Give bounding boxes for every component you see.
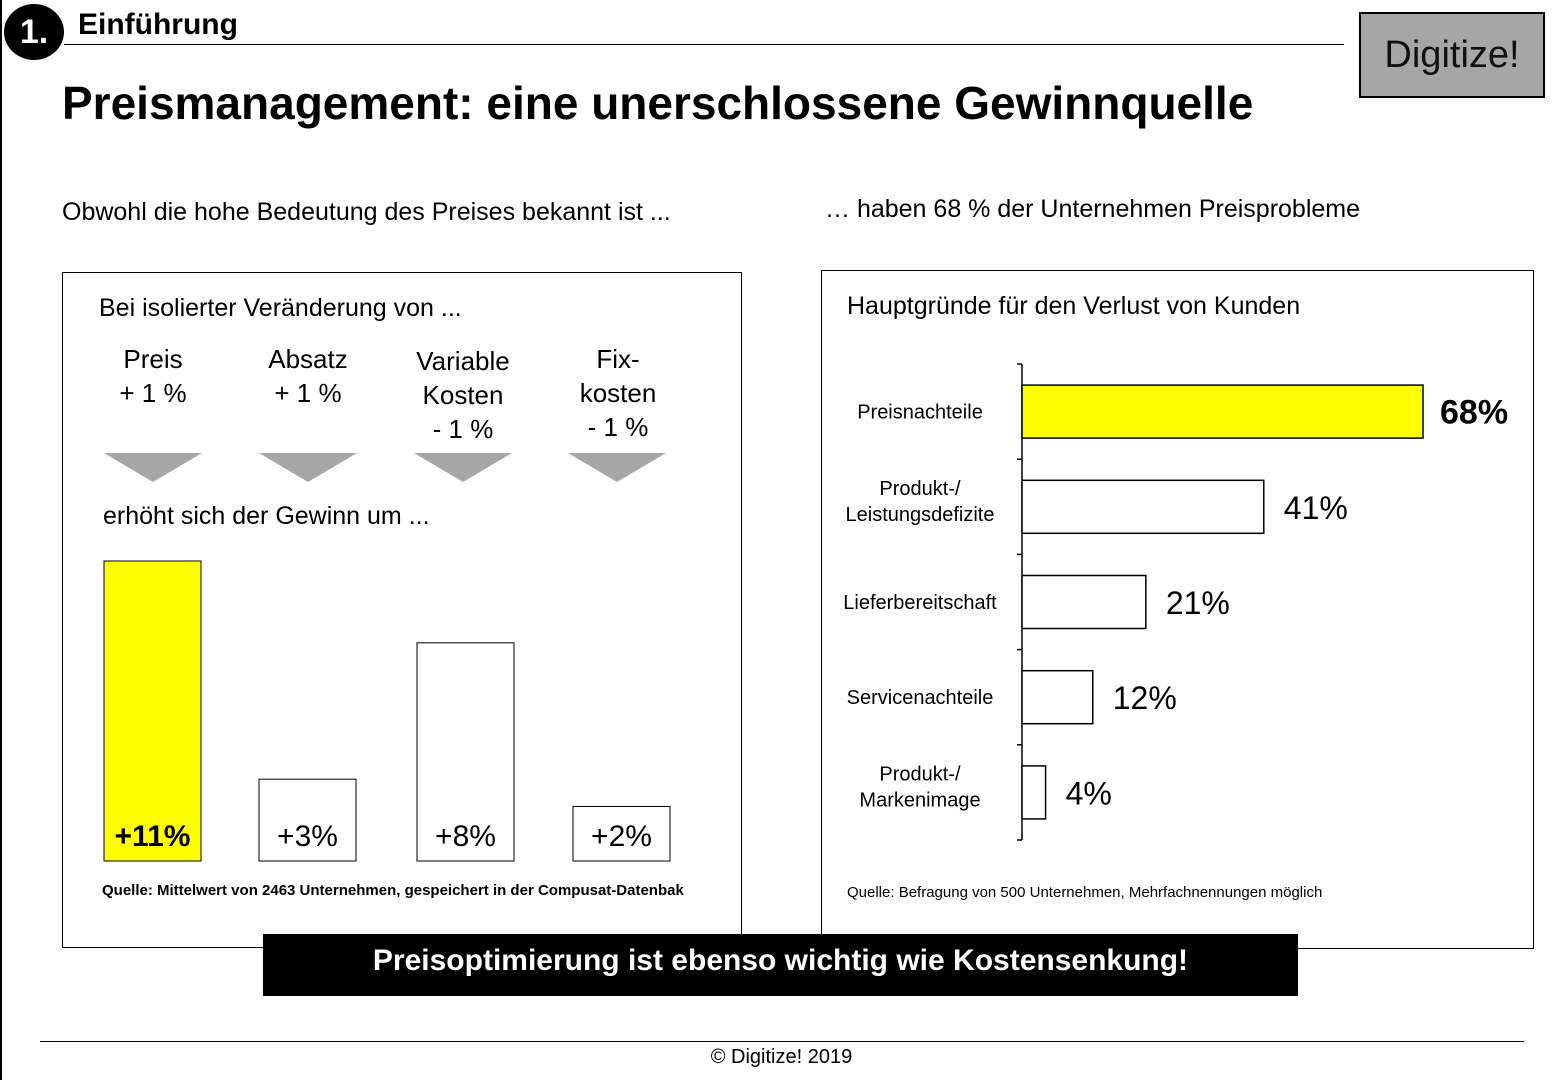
lever-line: Kosten <box>422 380 504 410</box>
lever-line: - 1 % <box>587 412 649 442</box>
loss-value-label: 4% <box>1065 775 1112 812</box>
down-arrow-icon <box>414 453 512 482</box>
customer-loss-heading: Hauptgründe für den Verlust von Kunden <box>847 292 1301 320</box>
lever-label-variable-kosten <box>393 344 533 446</box>
profit-bar <box>104 561 201 861</box>
section-title: Einführung <box>78 8 238 41</box>
loss-value-label: 68% <box>1440 393 1509 432</box>
right-subtitle: … haben 68 % der Unternehmen Preisprobleme <box>825 195 1361 223</box>
logo-text: Digitize! <box>1384 33 1520 76</box>
loss-category-line: Preisnachteile <box>857 401 983 424</box>
loss-category-label <box>859 763 980 811</box>
loss-category-line: Leistungsdefizite <box>845 503 995 526</box>
profit-increase-chart <box>62 540 742 870</box>
digitize-logo <box>1359 12 1545 98</box>
profit-value-label: +8% <box>435 820 496 853</box>
loss-category-line: Produkt-/ <box>879 763 961 786</box>
loss-value-label: 12% <box>1112 680 1177 717</box>
footer-copyright: © Digitize! 2019 <box>710 1046 853 1068</box>
loss-bar <box>1022 576 1146 629</box>
loss-category-line: Lieferbereitschaft <box>843 592 997 614</box>
page-title: Preismanagement: eine unerschlossene Gewinnquelle <box>62 77 1254 129</box>
lever-label-fixkosten <box>548 342 688 444</box>
page-left-border <box>0 0 2 1080</box>
lever-line: + 1 % <box>274 378 342 408</box>
profit-value-label: +3% <box>277 820 338 853</box>
loss-category-label <box>847 687 994 709</box>
lever-line: Fix- <box>596 344 640 374</box>
loss-category-line: Produkt-/ <box>879 477 961 500</box>
profit-lever-heading: Bei isolierter Veränderung von ... <box>99 294 462 322</box>
section-number-badge <box>4 4 64 60</box>
key-message-banner: Preisoptimierung ist ebenso wichtig wie Kostensenkung! <box>263 934 1298 996</box>
header-divider <box>64 44 1344 45</box>
loss-bar <box>1022 480 1264 533</box>
lever-line: Preis <box>123 344 183 374</box>
loss-category-line: Servicenachteile <box>846 687 994 710</box>
lever-line: kosten <box>579 378 657 408</box>
section-number: 1. <box>19 12 49 51</box>
lever-line: Absatz <box>268 344 348 374</box>
profit-value-label: +11% <box>114 820 191 853</box>
loss-category-line: Markenimage <box>859 789 981 812</box>
lever-label-absatz <box>238 342 378 410</box>
loss-bar <box>1022 671 1093 724</box>
left-subtitle: Obwohl die hohe Bedeutung des Preises bekannt ist ... <box>62 198 671 226</box>
profit-value-label: +2% <box>591 820 652 853</box>
lever-label-preis <box>83 342 223 410</box>
down-arrow-icon <box>259 453 357 482</box>
lever-line: - 1 % <box>432 414 494 444</box>
down-arrow-icon <box>568 453 666 482</box>
footer-divider <box>40 1041 1524 1042</box>
loss-bar <box>1022 385 1423 438</box>
loss-value-label: 21% <box>1165 585 1230 621</box>
left-source-note: Quelle: Mittelwert von 2463 Unternehmen, gespeichert in der Compusat-Datenbak <box>102 882 684 899</box>
profit-result-heading: erhöht sich der Gewinn um ... <box>103 502 430 530</box>
loss-category-label <box>857 402 983 424</box>
right-source-note: Quelle: Befragung von 500 Unternehmen, Mehrfachnennungen möglich <box>847 884 1323 901</box>
lever-line: + 1 % <box>119 378 187 408</box>
loss-value-label: 41% <box>1283 489 1348 526</box>
down-arrow-icon <box>104 453 202 482</box>
loss-category-label <box>843 592 997 614</box>
loss-bar <box>1022 766 1046 819</box>
customer-loss-chart <box>822 350 1532 850</box>
loss-category-label <box>846 478 995 526</box>
lever-line: Variable <box>416 346 510 376</box>
